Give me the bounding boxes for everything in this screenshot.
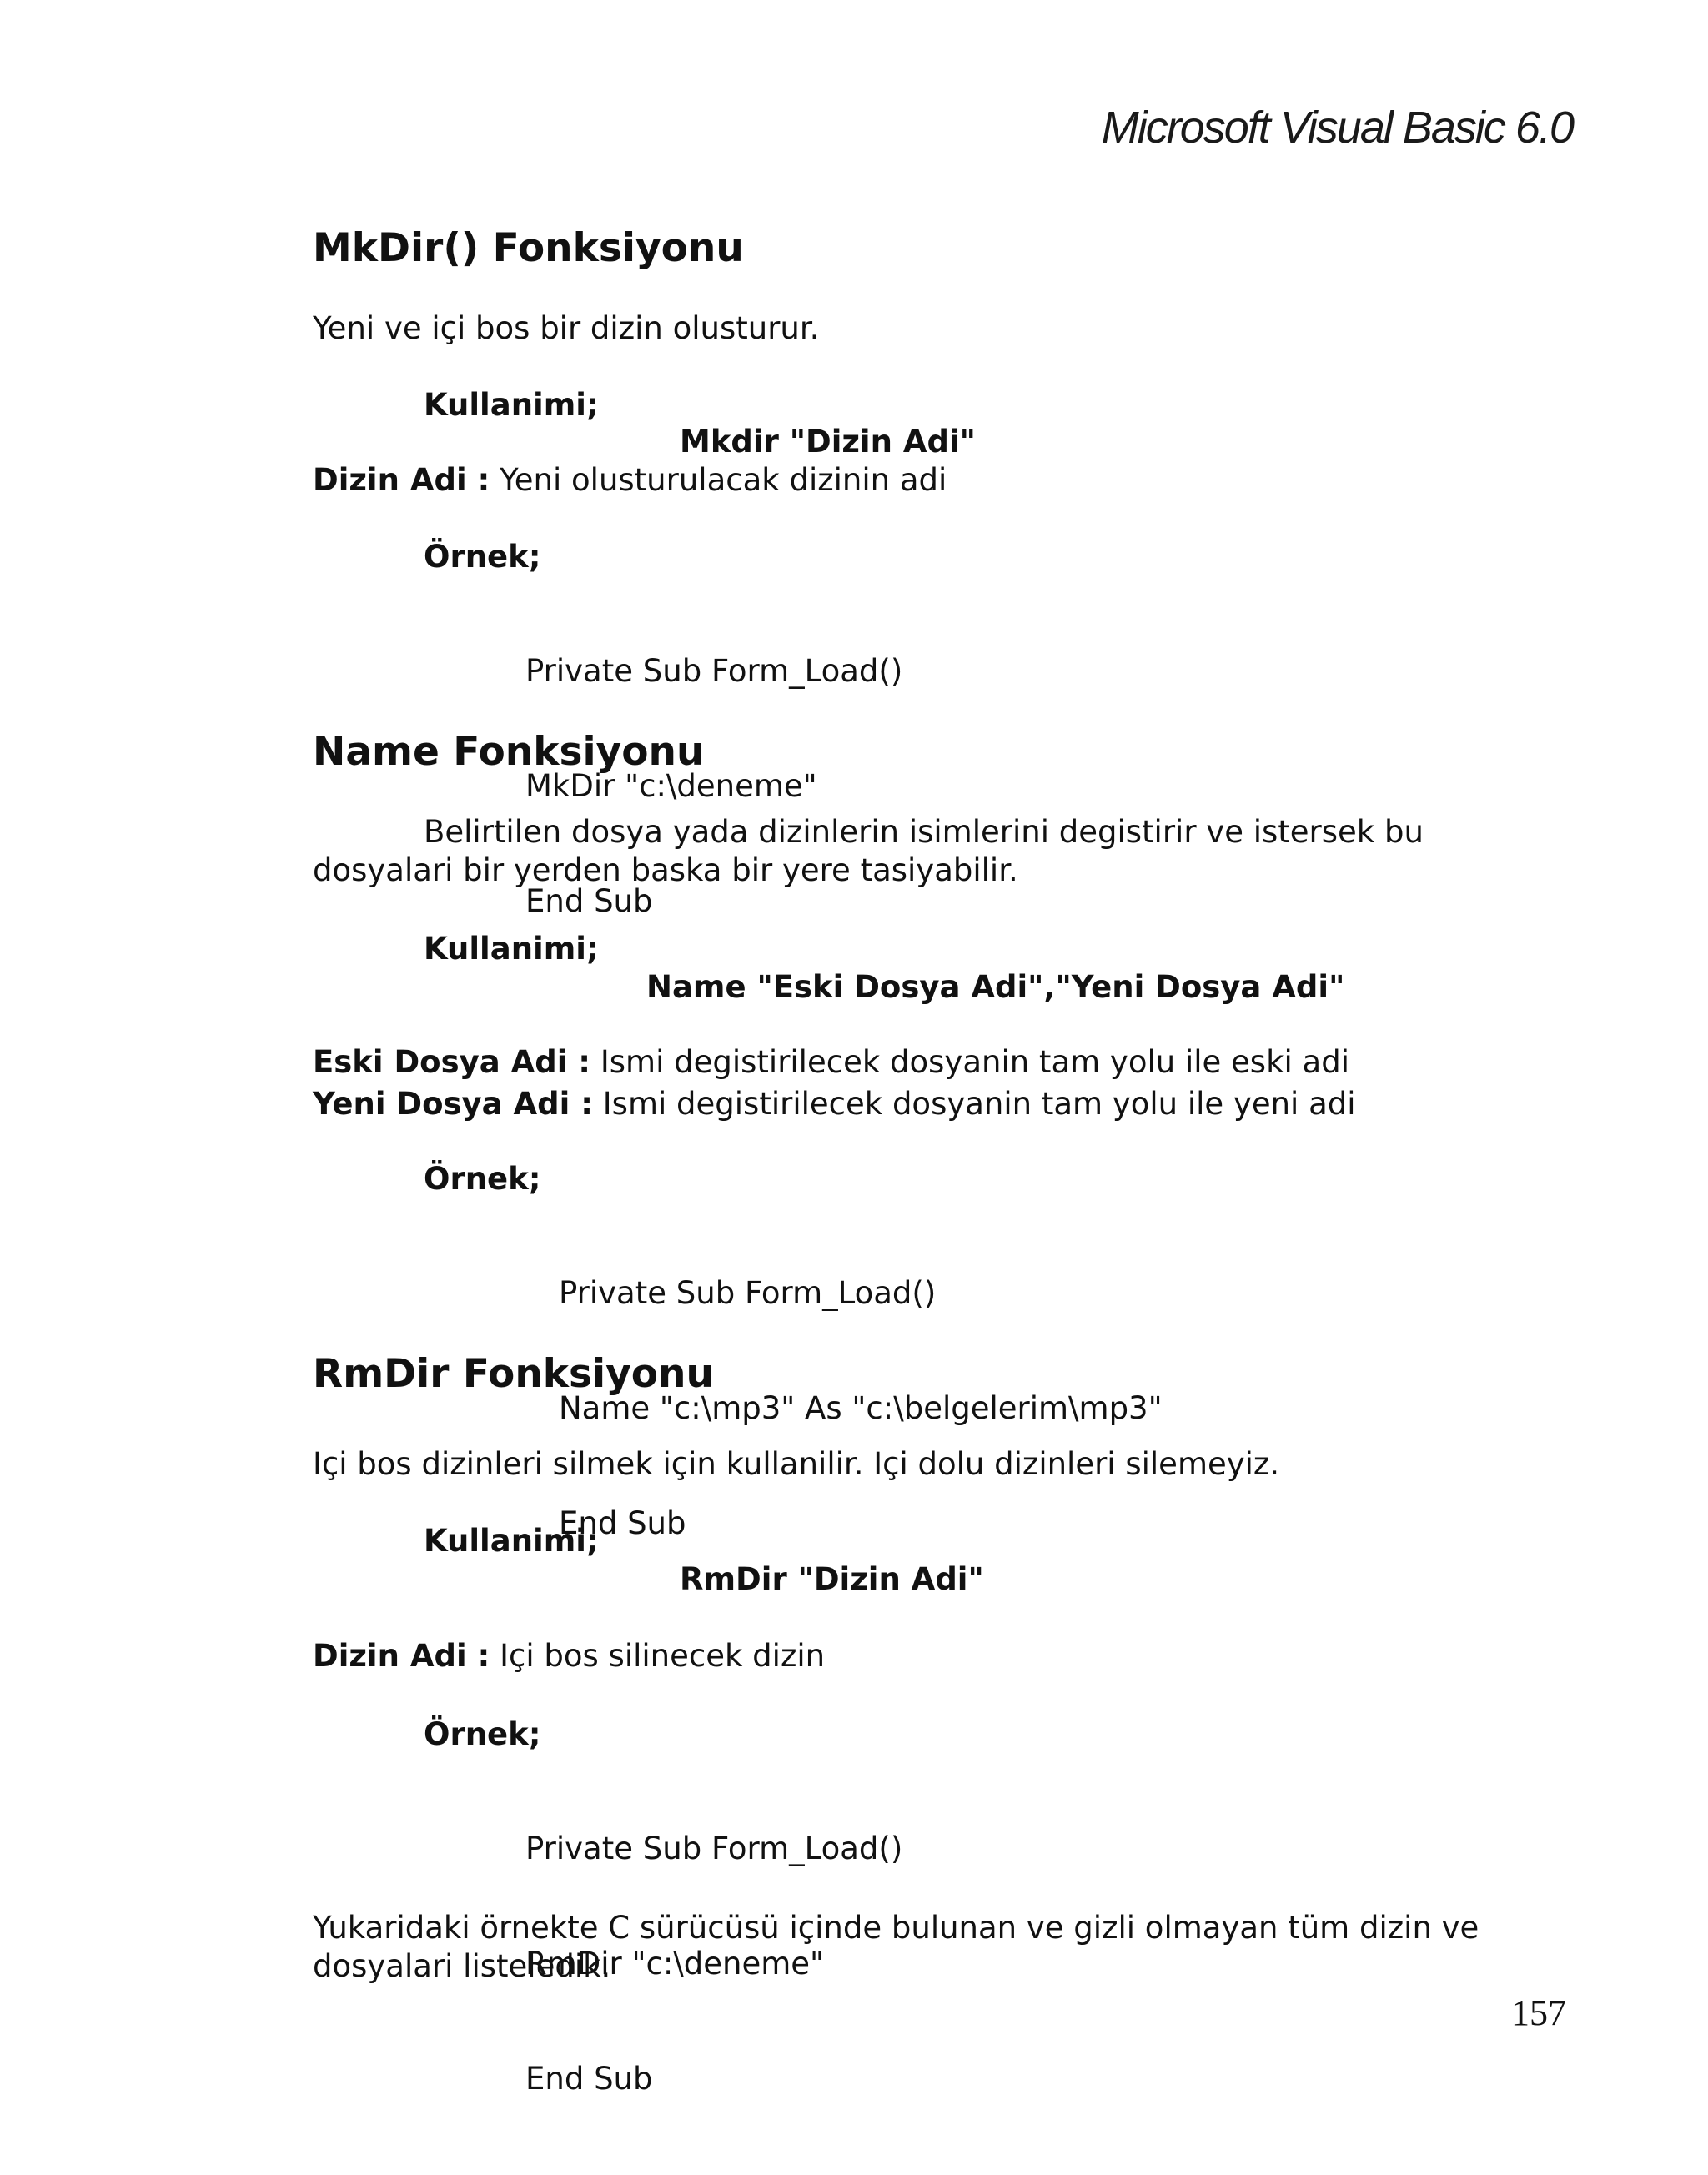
name-param-old-name: Eski Dosya Adi : [313,1044,591,1080]
mkdir-example-label: Örnek; [424,539,541,575]
mkdir-usage-label: Kullanimi; [424,387,599,423]
rmdir-param [313,1638,825,1675]
rmdir-param-name: Dizin Adi : [313,1638,490,1674]
rmdir-usage-label: Kullanimi; [424,1523,599,1559]
name-example-label: Örnek; [424,1161,541,1197]
section-title-rmdir: RmDir Fonksiyonu [313,1351,714,1397]
section-title-mkdir: MkDir() Fonksiyonu [313,225,744,271]
name-param-old [313,1044,1349,1081]
code-line: Private Sub Form_Load() [525,1831,903,1866]
mkdir-param-name: Dizin Adi : [313,462,490,498]
code-line: End Sub [525,883,653,919]
closing-text-line1: Yukaridaki örnekte C sürücüsü içinde bulunan ve gizli olmayan tüm dizin ve [313,1910,1479,1946]
name-description-line2: dosyalari bir yerden baska bir yere tasiyabilir. [313,852,1018,888]
running-header: Microsoft Visual Basic 6.0 [1101,103,1573,153]
closing-text-line2: dosyalari listeledik. [313,1948,611,1984]
name-code-block [559,1198,1163,1620]
name-syntax: Name "Eski Dosya Adi","Yeni Dosya Adi" [646,969,1345,1005]
page-number: 157 [1511,1992,1566,2033]
name-param-new-desc: Ismi degistirilecek dosyanin tam yolu ile yeni adi [593,1086,1356,1122]
mkdir-syntax: Mkdir "Dizin Adi" [680,424,976,460]
name-param-new-name: Yeni Dosya Adi : [313,1086,593,1122]
rmdir-param-desc: Içi bos silinecek dizin [490,1638,826,1674]
mkdir-param [313,462,947,499]
code-line: RmDir "c:\deneme" [525,1946,825,1982]
code-line: End Sub [559,1505,686,1541]
code-line: End Sub [525,2061,653,2097]
section-title-name: Name Fonksiyonu [313,729,705,775]
rmdir-syntax: RmDir "Dizin Adi" [680,1561,984,1597]
code-line: Private Sub Form_Load() [525,653,903,689]
name-description-line1: Belirtilen dosya yada dizinlerin isimlerini degistirir ve istersek bu [424,814,1424,850]
code-line: Name "c:\mp3" As "c:\belgelerim\mp3" [559,1390,1163,1426]
mkdir-param-desc: Yeni olusturulacak dizinin adi [490,462,947,498]
code-line: MkDir "c:\deneme" [525,768,817,804]
name-usage-label: Kullanimi; [424,931,599,967]
name-param-old-desc: Ismi degistirilecek dosyanin tam yolu ile eski adi [590,1044,1349,1080]
rmdir-example-label: Örnek; [424,1716,541,1752]
mkdir-description: Yeni ve içi bos bir dizin olusturur. [313,310,820,346]
rmdir-description: Içi bos dizinleri silmek için kullanilir. Içi dolu dizinleri silemeyiz. [313,1446,1280,1482]
code-line: Private Sub Form_Load() [559,1275,937,1311]
name-param-new [313,1086,1356,1123]
